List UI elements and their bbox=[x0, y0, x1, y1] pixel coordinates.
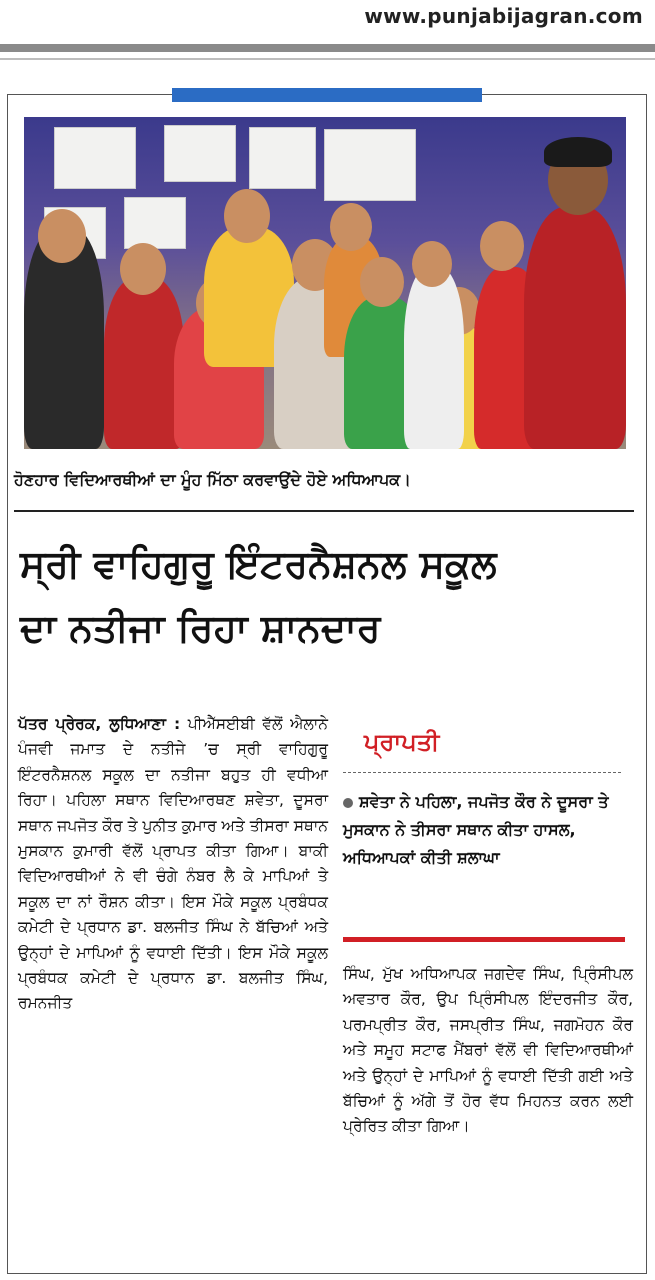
sidebar-red-bar bbox=[343, 937, 625, 942]
frame-accent-tab bbox=[172, 88, 482, 102]
article-body-left: ਪੀਐੱਸਈਬੀ ਵੱਲੋਂ ਐਲਾਨੇ ਪੰਜਵੀ ਜਮਾਤ ਦੇ ਨਤੀਜੇ ’ਚ ਸ੍ਰੀ ਵਾਹਿਗੁਰੂ ਇੰਟਰਨੈਸ਼ਨਲ ਸਕੂਲ ਦਾ ਨਤੀਜਾ ਬਹੁਤ ਹੀ ਵਧੀਆ ਰਿਹਾ। ਪਹਿਲਾ ਸਥਾਨ ਵਿਦਿਆਰਥਣ ਸ਼ਵੇਤਾ, ਦੂਸਰਾ ਸਥਾਨ ਜਪਜੋਤ ਕੌਰ ਤੇ ਪੁਨੀਤ ਕੁਮਾਰ ਅਤੇ ਤੀਸਰਾ ਸਥਾਨ ਮੁਸਕਾਨ ਕੁਮਾਰੀ ਵੱਲੋਂ ਪ੍ਰਾਪਤ ਕੀਤਾ ਗਿਆ। ਬਾਕੀ ਵਿਦਿਆਰਥੀਆਂ ਨੇ ਵੀ ਚੰਗੇ ਨੰਬਰ ਲੈ ਕੇ ਮਾਪਿਆਂ ਤੇ ਸਕੂਲ ਦਾ ਨਾਂ ਰੌਸ਼ਨ ਕੀਤਾ। ਇਸ ਮੌਕੇ ਸਕੂਲ ਪ੍ਰਬੰਧਕ ਕਮੇਟੀ ਦੇ ਪ੍ਰਧਾਨ ਡਾ. ਬਲਜੀਤ ਸਿੰਘ ਨੇ ਬੱਚਿਆਂ ਅਤੇ ਉਨ੍ਹਾਂ ਦੇ ਮਾਪਿਆਂ ਨੂੰ ਵਧਾਈ ਦਿੱਤੀ। ਇਸ ਮੌਕੇ ਸਕੂਲ ਪ੍ਰਬੰਧਕ ਕਮੇਟੀ ਦੇ ਪ੍ਰਧਾਨ ਡਾ. ਬਲਜੀਤ ਸਿੰਘ, ਰਮਨਜੀਤ bbox=[18, 715, 328, 1013]
sidebar-highlight-text: ਸ਼ਵੇਤਾ ਨੇ ਪਹਿਲਾ, ਜਪਜੋਤ ਕੌਰ ਨੇ ਦੂਸਰਾ ਤੇ ਮੁਸਕਾਨ ਨੇ ਤੀਸਰਾ ਸਥਾਨ ਕੀਤਾ ਹਾਸਲ, ਅਧਿਆਪਕਾਂ ਕੀਤੀ ਸ਼ਲਾਘਾ bbox=[343, 792, 609, 867]
site-url[interactable]: www.punjabijagran.com bbox=[364, 4, 643, 28]
photo-caption: ਹੋਣਹਾਰ ਵਿਦਿਆਰਥੀਆਂ ਦਾ ਮੂੰਹ ਮਿੱਠਾ ਕਰਵਾਉਂਦੇ ਹੋਏ ਅਧਿਆਪਕ। bbox=[14, 470, 411, 489]
article-column-right: ਸਿੰਘ, ਮੁੱਖ ਅਧਿਆਪਕ ਜਗਦੇਵ ਸਿੰਘ, ਪ੍ਰਿੰਸੀਪਲ ਅਵਤਾਰ ਕੌਰ, ਉਪ ਪ੍ਰਿੰਸੀਪਲ ਇੰਦਰਜੀਤ ਕੌਰ, ਪਰਮਪ੍ਰੀਤ ਕੌਰ, ਜਸਪ੍ਰੀਤ ਸਿੰਘ, ਜਗਮੋਹਨ ਕੌਰ ਅਤੇ ਸਮੂਹ ਸਟਾਫ ਮੈਂਬਰਾਂ ਵੱਲੋਂ ਵੀ ਵਿਦਿਆਰਥੀਆਂ ਅਤੇ ਉਨ੍ਹਾਂ ਦੇ ਮਾਪਿਆਂ ਨੂੰ ਵਧਾਈ ਦਿੱਤੀ ਗਈ ਅਤੇ ਬੱਚਿਆਂ ਨੂੰ ਅੱਗੇ ਤੋਂ ਹੋਰ ਵੱਧ ਮਿਹਨਤ ਕਰਨ ਲਈ ਪ੍ਰੇਰਿਤ ਕੀਤਾ ਗਿਆ। bbox=[343, 965, 633, 1136]
headline bbox=[20, 532, 640, 660]
byline: ਪੱਤਰ ਪ੍ਰੇਰਕ, ਲੁਧਿਆਣਾ : bbox=[18, 715, 181, 733]
sidebar-highlight bbox=[343, 788, 625, 872]
article-column-left bbox=[18, 712, 328, 1017]
sidebar-divider bbox=[343, 772, 621, 773]
caption-rule bbox=[14, 510, 634, 512]
header-rule-thin bbox=[0, 58, 655, 60]
headline-line-2: ਦਾ ਨਤੀਜਾ ਰਿਹਾ ਸ਼ਾਨਦਾਰ bbox=[20, 606, 381, 650]
article-photo bbox=[24, 117, 626, 449]
sidebar-label: ਪ੍ਰਾਪਤੀ bbox=[364, 728, 440, 756]
header-rule bbox=[0, 44, 655, 52]
bullet-icon bbox=[343, 798, 353, 808]
headline-line-1: ਸ੍ਰੀ ਵਾਹਿਗੁਰੂ ਇੰਟਰਨੈਸ਼ਨਲ ਸਕੂਲ bbox=[20, 542, 497, 586]
